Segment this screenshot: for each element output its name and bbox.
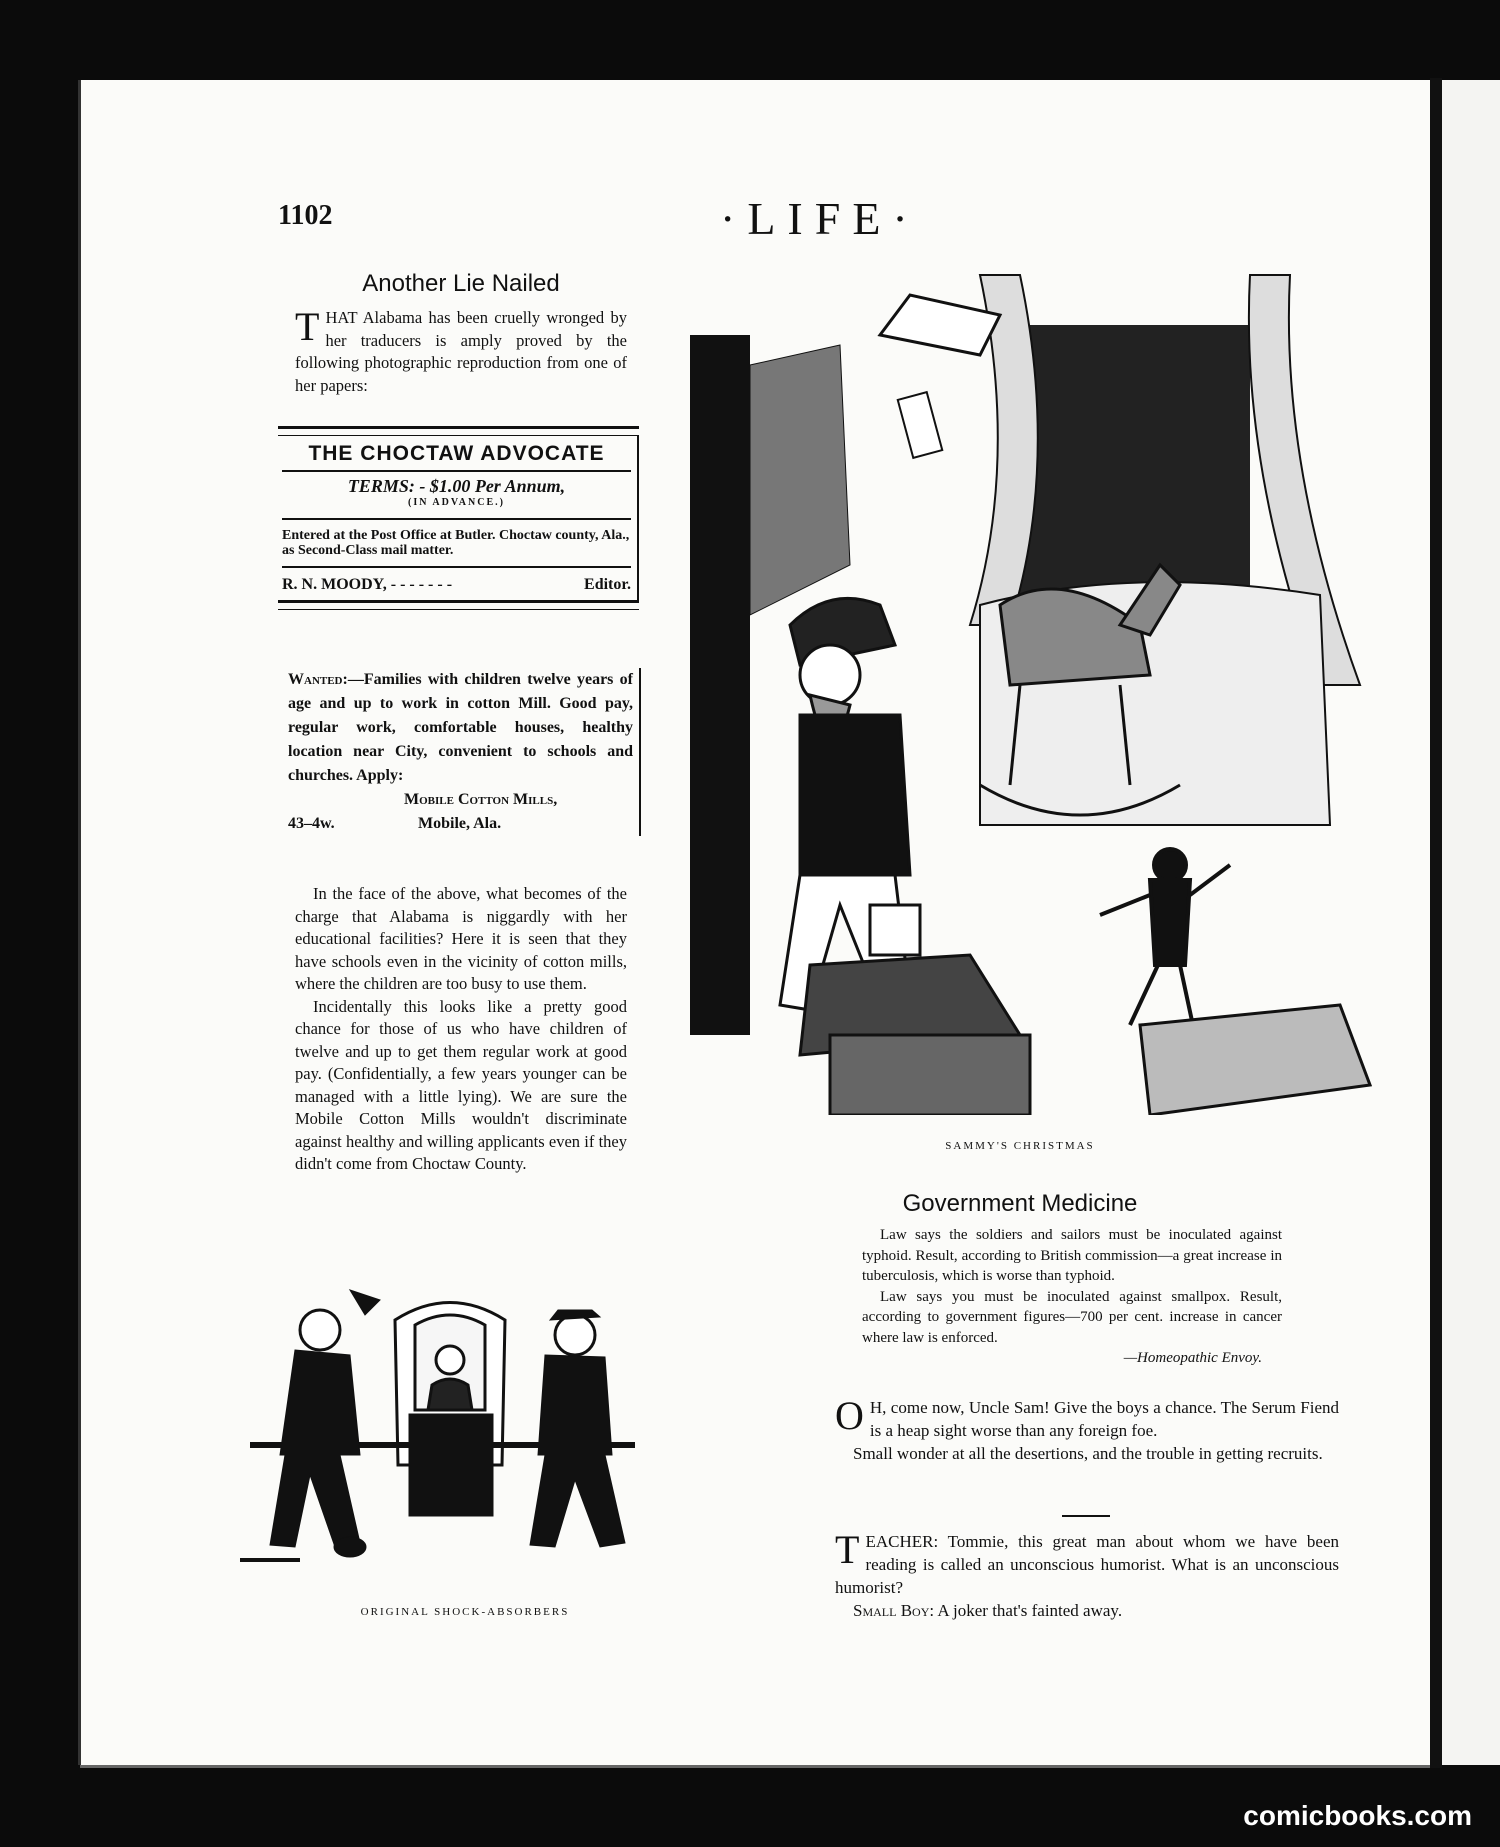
terms-advance: (IN ADVANCE.) bbox=[408, 497, 505, 508]
page-gutter bbox=[1430, 78, 1442, 1768]
response-text: H, come now, Uncle Sam! Give the boys a chance. The Serum Fiend is a heap sight worse than any foreign foe. bbox=[869, 1398, 1339, 1440]
page-bottom-edge bbox=[80, 1765, 1430, 1768]
post-office-entry: Entered at the Post Office at Butler. Choctaw county, Ala., as Second-Class mail matter. bbox=[282, 528, 630, 558]
masthead: ·LIFE· bbox=[720, 193, 920, 244]
wanted-advertisement bbox=[288, 668, 641, 836]
drop-cap: O bbox=[835, 1393, 864, 1438]
article-title-government-medicine: Government Medicine bbox=[902, 1190, 1138, 1217]
body-paragraph: In the face of the above, what becomes of the charge that Alabama is niggardly with her educational facilities? Here it is seen that they have schools even in the vicinity of cotton mills, where the children are too busy to use them. bbox=[295, 884, 627, 993]
editor-line bbox=[282, 576, 631, 600]
quote-paragraph: Law says you must be inoculated against smallpox. Result, according to government figures—700 per cent. increase in cancer where law is enforced. bbox=[862, 1288, 1282, 1346]
joke-answer: A joker that's fainted away. bbox=[937, 1601, 1123, 1620]
clipping-rule-bottom bbox=[278, 600, 639, 610]
caption-sammys-christmas: SAMMY'S CHRISTMAS bbox=[945, 1140, 1095, 1152]
joke-question: EACHER: Tommie, this great man about whom we have been reading is called an unconscious humorist. What is an unconscious humorist? bbox=[835, 1532, 1339, 1597]
intro-text: HAT Alabama has been cruelly wronged by her traducers is amply proved by the following photographic reproduction from one of her papers: bbox=[295, 308, 627, 395]
terms-line: TERMS: - $1.00 Per Annum, bbox=[347, 476, 566, 496]
newspaper-clipping bbox=[278, 426, 639, 610]
next-page-edge bbox=[1442, 80, 1500, 1765]
response-text-2: Small wonder at all the desertions, and the trouble in getting recruits. bbox=[853, 1444, 1323, 1463]
quote-paragraph: Law says the soldiers and sailors must be inoculated against typhoid. Result, according to British commission—a great increase in tuberculosis, which is worse than typhoid. bbox=[862, 1227, 1282, 1284]
quote-source: —Homeopathic Envoy. bbox=[1123, 1350, 1262, 1366]
response-passage bbox=[835, 1393, 1339, 1465]
section-divider bbox=[1062, 1515, 1110, 1517]
article-title-lie-nailed: Another Lie Nailed bbox=[362, 270, 560, 297]
quoted-passage bbox=[862, 1225, 1282, 1369]
front-bearer bbox=[270, 1290, 380, 1557]
site-watermark: comicbooks.com bbox=[1243, 1800, 1472, 1831]
drop-cap: T bbox=[835, 1527, 860, 1572]
clipping-rule bbox=[278, 426, 639, 436]
bed-alcove bbox=[1020, 325, 1250, 605]
wanted-label: Wanted: bbox=[288, 671, 348, 688]
door-frame bbox=[690, 335, 750, 1035]
page-number: 1102 bbox=[278, 200, 333, 231]
body-paragraph: Incidentally this looks like a pretty good chance for those of us who have children of twelve and up to get them regular work at good pay. (Confidentially, a few years younger can be managed with a little lying). We are sure the Mobile Cotton Mills wouldn't discriminate against healthy and willing applicants even if they didn't come from Choctaw County. bbox=[295, 996, 627, 1173]
rear-bearer bbox=[530, 1310, 625, 1547]
caption-shock-absorbers: ORIGINAL SHOCK-ABSORBERS bbox=[360, 1606, 570, 1618]
drop-cap: T bbox=[295, 304, 320, 349]
article-body bbox=[295, 883, 627, 1176]
wanted-company: Mobile Cotton Mills, bbox=[404, 791, 558, 808]
editor-name: R. N. MOODY, - - - - - - - bbox=[282, 576, 453, 593]
wanted-city: Mobile, Ala. bbox=[418, 815, 502, 832]
newspaper-name: THE CHOCTAW ADVOCATE bbox=[308, 442, 605, 465]
teacher-joke bbox=[835, 1527, 1339, 1622]
wanted-code: 43–4w. bbox=[288, 815, 335, 832]
sedan-chair-cartoon bbox=[240, 1285, 640, 1595]
sedan-chair bbox=[395, 1303, 505, 1516]
sammys-christmas-cartoon bbox=[680, 265, 1372, 1115]
joke-speaker: Small Boy: bbox=[853, 1601, 935, 1620]
editor-title: Editor. bbox=[584, 576, 631, 593]
wanted-text: —Families with children twelve years of age and up to work in cotton Mill. Good pay, regular work, comfortable houses, healthy location near City, convenient to schools and churches. Apply: bbox=[288, 671, 633, 784]
article-intro bbox=[295, 304, 627, 397]
